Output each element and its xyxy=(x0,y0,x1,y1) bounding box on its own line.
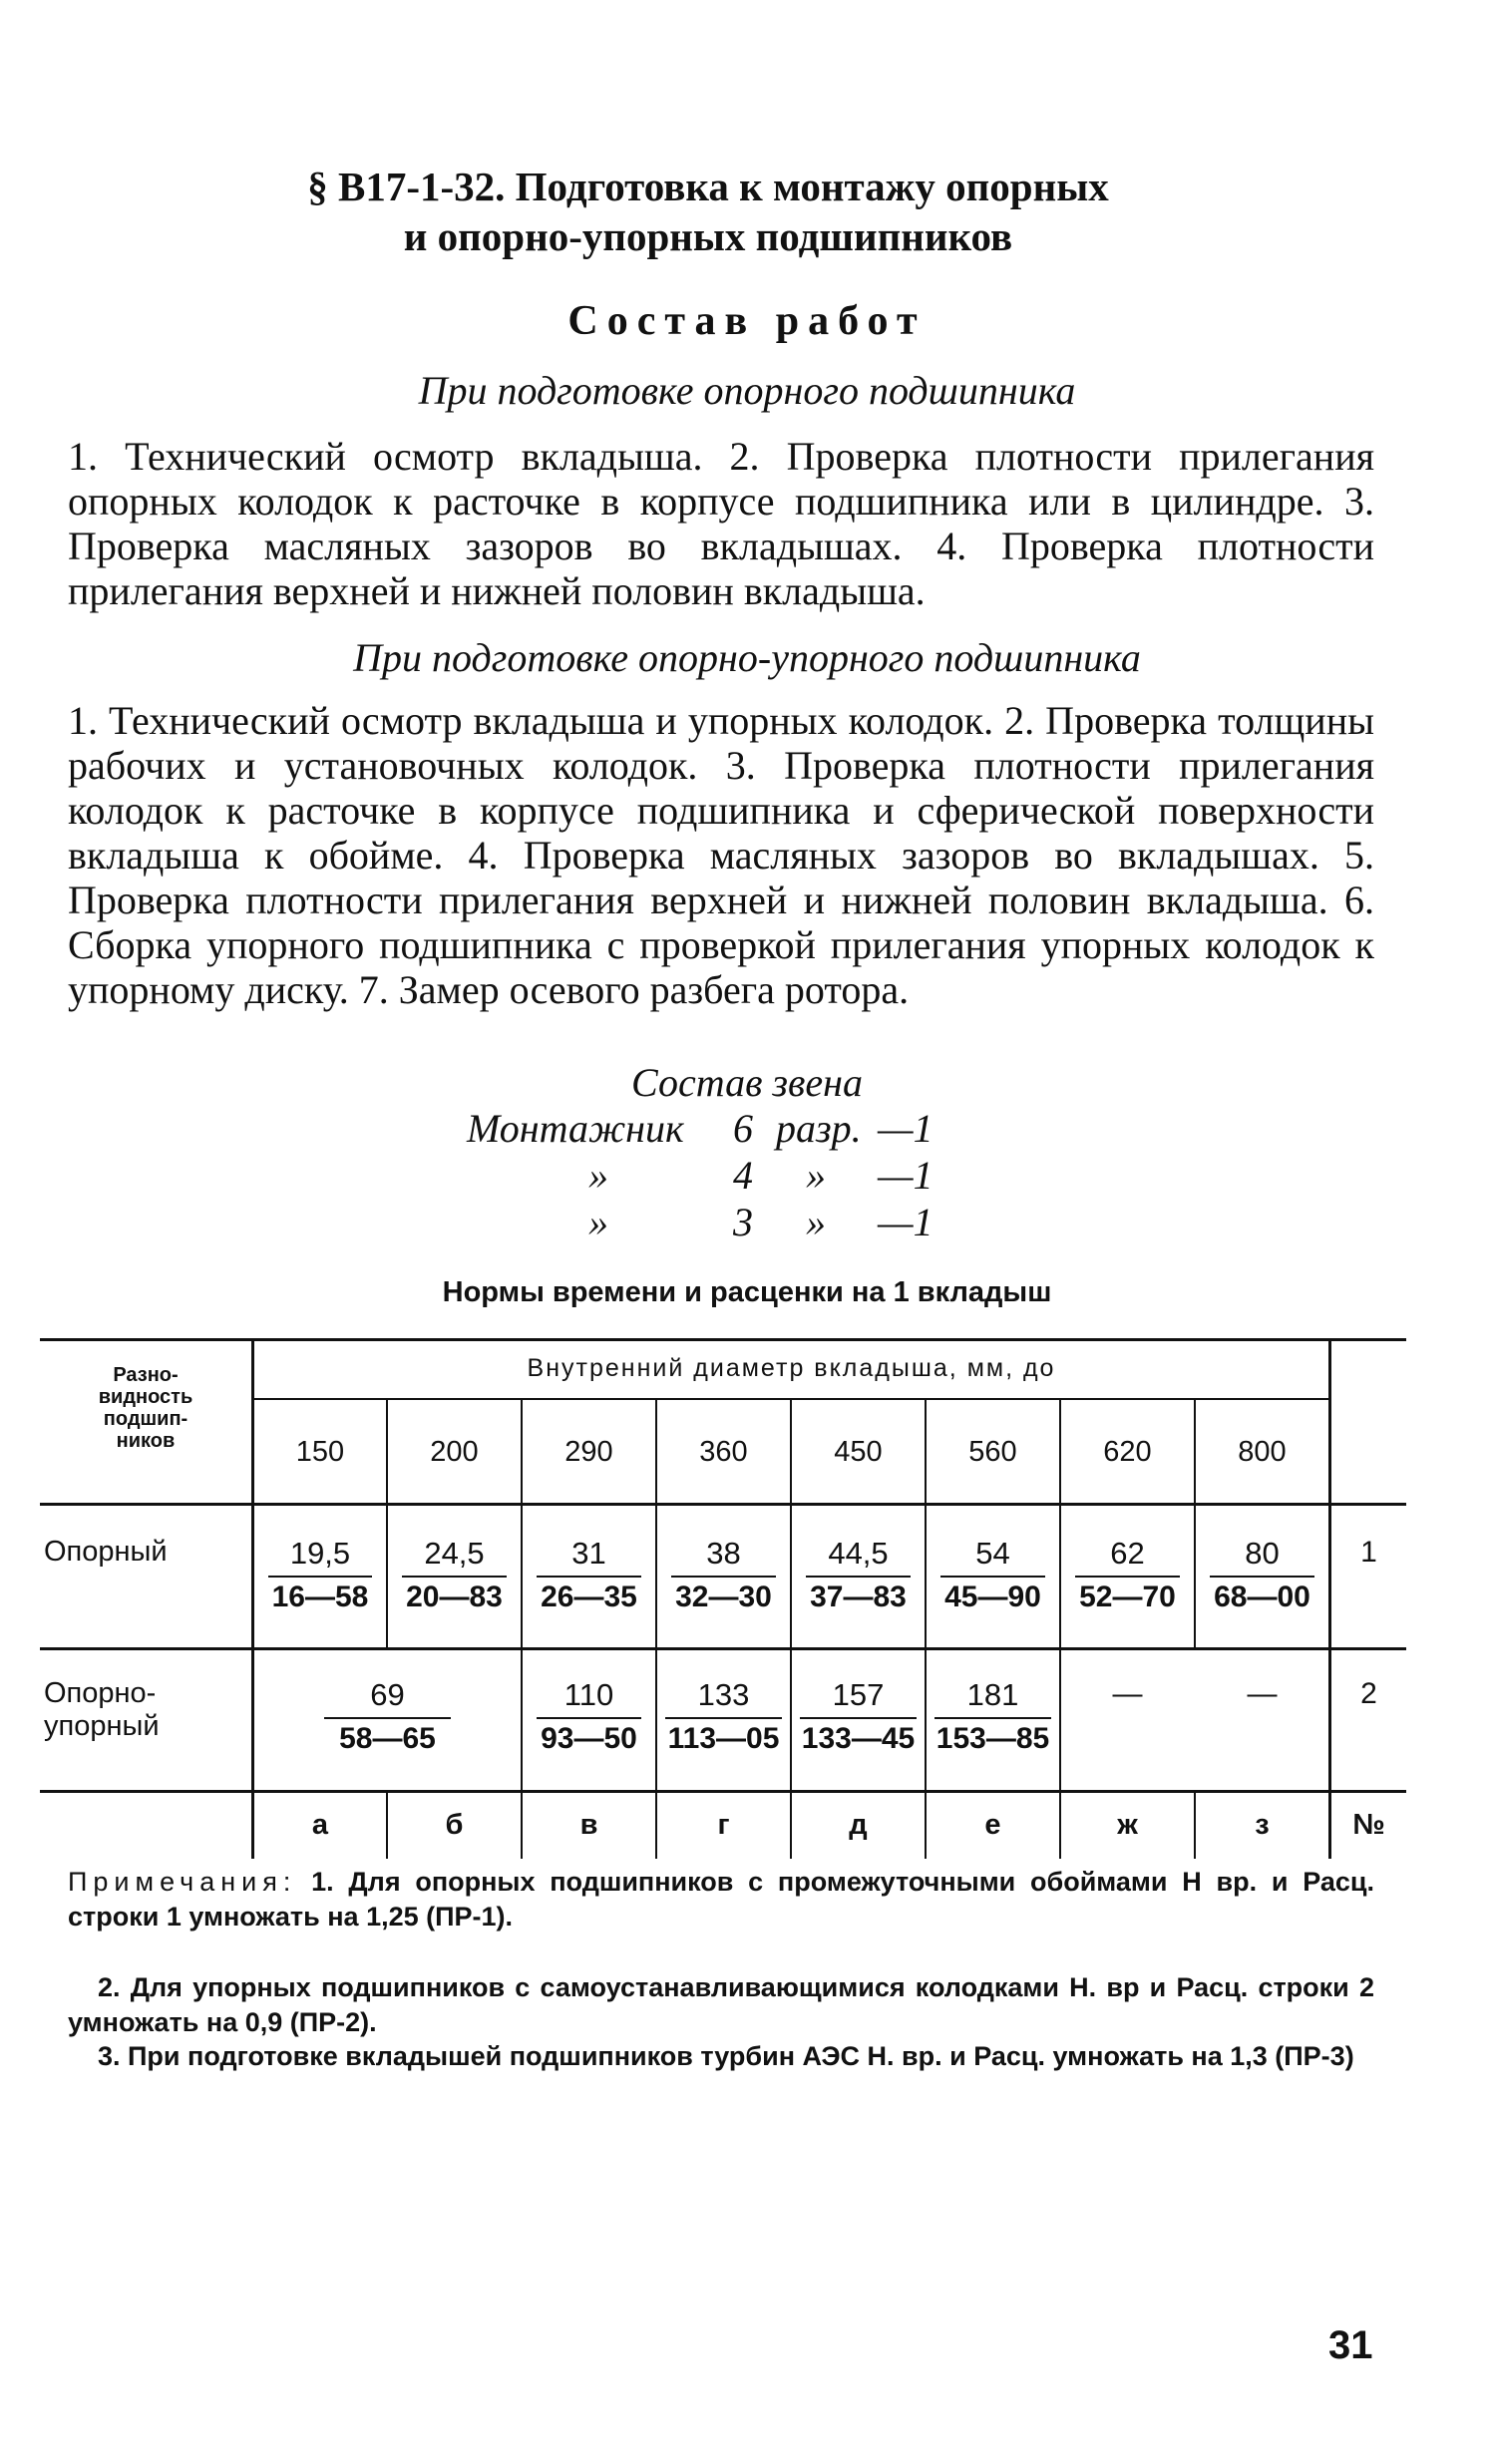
table-top-border xyxy=(40,1338,1406,1341)
type-header-line: подшип- xyxy=(103,1408,188,1430)
rate-cell xyxy=(388,1536,521,1615)
rate-value: 20—83 xyxy=(406,1581,503,1613)
diameter-800: 800 xyxy=(1238,1436,1287,1468)
time-norm: 38 xyxy=(706,1536,741,1571)
rate-value: 37—83 xyxy=(810,1581,907,1613)
page-number: 31 xyxy=(1328,2323,1373,2367)
column-divider xyxy=(1059,1649,1061,1791)
note-2: 2. Для упорных подшипников с самоустанавливающимися колодками Н. вр и Расц. строки 2 умножать на 0,9 (ПР-2). xyxy=(68,1972,1374,2037)
fraction-bar xyxy=(806,1576,911,1578)
column-letter: в xyxy=(579,1809,598,1841)
thrust-bearing-text: 1. Технический осмотр вкладыша и упорных колодок. 2. Проверка толщины рабочих и установочных колодок. 3. Проверка плотности прилегания колодок к расточке в корпусе подшипника и сферической поверхности вкладыша к обойме. 4. Проверка масляных зазоров во вкладышах. 5. Проверка плотности прилегания верхней и нижней половин вкладыша. 6. Сборка упорного подшипника с проверкой прилегания упорных колодок к упорному диску. 7. Замер осевого разбега ротора. xyxy=(68,698,1374,1012)
diameter-header: Внутренний диаметр вкладыша, мм, до xyxy=(527,1354,1056,1382)
fraction-bar xyxy=(537,1576,641,1578)
row-label-thrust xyxy=(44,1677,248,1743)
rate-cell xyxy=(792,1677,925,1757)
crew-grade: 6 xyxy=(733,1106,753,1151)
type-header xyxy=(40,1364,251,1452)
rate-value: 68—00 xyxy=(1214,1581,1310,1613)
rate-value: 153—85 xyxy=(935,1722,1050,1755)
rate-value: 32—30 xyxy=(675,1581,772,1613)
crew-unit: разр. xyxy=(776,1106,862,1151)
diameter-450: 450 xyxy=(834,1436,883,1468)
rate-value: 133—45 xyxy=(801,1722,916,1755)
column-divider xyxy=(1328,1338,1331,1859)
crew-title: Состав звена xyxy=(630,1060,863,1105)
column-letter: б xyxy=(445,1809,464,1841)
crew-role: » xyxy=(588,1200,608,1244)
fraction-bar xyxy=(324,1717,451,1719)
time-norm: 133 xyxy=(697,1677,750,1712)
rate-cell xyxy=(1196,1536,1328,1615)
rate-cell xyxy=(1061,1536,1194,1615)
empty-dash: — xyxy=(1247,1677,1278,1710)
rate-value: 26—35 xyxy=(541,1581,637,1613)
time-norm: 110 xyxy=(563,1677,614,1712)
fraction-bar xyxy=(1075,1576,1180,1578)
fraction-bar xyxy=(402,1576,507,1578)
empty-dash: — xyxy=(1112,1677,1143,1710)
crew-role: Монтажник xyxy=(467,1106,684,1151)
row-label-line: Опорный xyxy=(44,1536,168,1568)
diameter-200: 200 xyxy=(430,1436,479,1468)
time-norm: 19,5 xyxy=(289,1536,351,1571)
fraction-bar xyxy=(940,1576,1045,1578)
diameter-150: 150 xyxy=(295,1436,345,1468)
composition-heading: Состав работ xyxy=(567,298,927,344)
note-1-text: 1. Для опорных подшипников с промежуточными обоймами Н вр. и Расц. строки 1 умножать на 1,25 (ПР-1). xyxy=(68,1867,1374,1932)
row-number: 1 xyxy=(1360,1536,1377,1569)
section-title-line2: и опорно-упорных подшипников xyxy=(403,213,1013,259)
time-norm: 69 xyxy=(370,1677,405,1712)
notes-label: Примечания: xyxy=(68,1867,297,1897)
time-norm: 31 xyxy=(571,1536,606,1571)
rate-value: 113—05 xyxy=(667,1722,780,1755)
column-letter: а xyxy=(311,1809,329,1841)
crew-grade: 4 xyxy=(733,1153,753,1198)
note-3: 3. При подготовке вкладышей подшипников турбин АЭС Н. вр. и Расц. умножать на 1,3 (ПР-3) xyxy=(98,2041,1354,2071)
diameter-560: 560 xyxy=(968,1436,1017,1468)
row-label-support xyxy=(44,1536,248,1569)
column-letter: г xyxy=(717,1809,730,1841)
time-norm: 62 xyxy=(1110,1536,1145,1571)
support-bearing-subheading: При подготовке опорного подшипника xyxy=(418,368,1076,413)
column-letter: е xyxy=(984,1809,1001,1841)
rate-cell xyxy=(523,1677,655,1757)
rate-value: 45—90 xyxy=(944,1581,1041,1613)
section-title-line1: § В17-1-32. Подготовка к монтажу опорных xyxy=(307,164,1109,209)
rate-cell xyxy=(254,1536,386,1615)
fraction-bar xyxy=(537,1717,641,1719)
crew-count: —1 xyxy=(878,1106,934,1151)
time-norm: 54 xyxy=(975,1536,1010,1571)
time-norm: 181 xyxy=(966,1677,1019,1712)
rate-value: 93—50 xyxy=(541,1722,637,1755)
number-header: № xyxy=(1352,1809,1385,1841)
time-norm: 157 xyxy=(832,1677,885,1712)
row-label-line: Опорно- xyxy=(44,1677,157,1709)
rate-value: 58—65 xyxy=(339,1722,436,1755)
fraction-bar xyxy=(934,1717,1051,1719)
rate-cell xyxy=(657,1677,790,1757)
rate-value: 52—70 xyxy=(1079,1581,1176,1613)
fraction-bar xyxy=(268,1576,372,1578)
fraction-bar xyxy=(665,1717,782,1719)
fraction-bar xyxy=(671,1576,776,1578)
row-divider xyxy=(40,1647,1406,1650)
column-letter: ж xyxy=(1117,1809,1138,1841)
crew-unit: » xyxy=(806,1200,826,1244)
note-1 xyxy=(68,1865,1374,1935)
rate-cell-merged xyxy=(254,1677,521,1757)
header-bottom-border xyxy=(40,1503,1406,1506)
rate-cell xyxy=(927,1536,1059,1615)
rate-cell xyxy=(792,1536,925,1615)
diameter-620: 620 xyxy=(1103,1436,1152,1468)
column-letter: д xyxy=(849,1809,868,1841)
rate-cell xyxy=(927,1677,1059,1757)
rate-cell xyxy=(657,1536,790,1615)
row-label-line: упорный xyxy=(44,1710,160,1742)
fraction-bar xyxy=(1210,1576,1314,1578)
column-letter: з xyxy=(1255,1809,1270,1841)
type-header-line: видность xyxy=(98,1386,193,1408)
crew-grade: 3 xyxy=(733,1200,753,1244)
type-header-line: Разно- xyxy=(113,1364,179,1386)
crew-unit: » xyxy=(806,1153,826,1198)
type-header-line: ников xyxy=(116,1430,176,1452)
time-norm: 44,5 xyxy=(828,1536,889,1571)
crew-count: —1 xyxy=(878,1153,934,1198)
crew-role: » xyxy=(588,1153,608,1198)
support-bearing-text: 1. Технический осмотр вкладыша. 2. Проверка плотности прилегания опорных колодок к расточке в корпусе подшипника или в цилиндре. 3. Проверка масляных зазоров во вкладышах. 4. Проверка плотности прилегания верхней и нижней половин вкладыша. xyxy=(68,434,1374,613)
crew-count: —1 xyxy=(878,1200,934,1244)
thrust-bearing-subheading: При подготовке опорно-упорного подшипника xyxy=(353,635,1141,680)
row-divider xyxy=(40,1790,1406,1793)
diameter-290: 290 xyxy=(564,1436,613,1468)
row-number: 2 xyxy=(1360,1677,1377,1710)
time-norm: 80 xyxy=(1245,1536,1280,1571)
table-caption: Нормы времени и расценки на 1 вкладыш xyxy=(442,1276,1052,1308)
time-norm: 24,5 xyxy=(424,1536,485,1571)
rate-cell xyxy=(523,1536,655,1615)
fraction-bar xyxy=(800,1717,917,1719)
diameter-360: 360 xyxy=(699,1436,748,1468)
rate-value: 16—58 xyxy=(271,1581,369,1613)
